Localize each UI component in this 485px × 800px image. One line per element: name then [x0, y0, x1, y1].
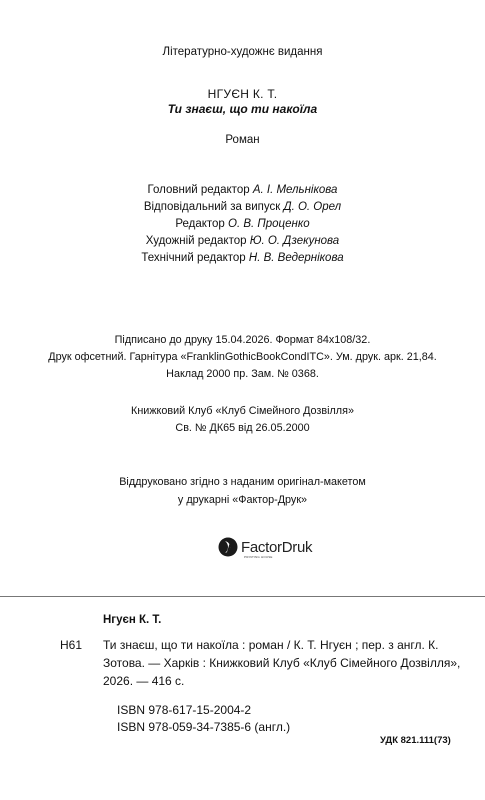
printed-by-line: у друкарні «Фактор-Друк» [177, 494, 308, 506]
print-info-line: Наклад 2000 пр. Зам. № 0368. [166, 368, 319, 380]
staff-name: Ю. О. Дзекунова [249, 235, 340, 247]
isbn-line: ISBN 978-059-34-7385-6 (англ.) [117, 720, 291, 734]
staff-role: Технічний редактор [141, 252, 246, 264]
printed-by-line: Віддруковано згідно з наданим оригінал-макетом [119, 476, 366, 488]
print-info-line: Підписано до друку 15.04.2026. Формат 84x108/32. [114, 334, 371, 346]
publisher-info [0, 403, 485, 437]
staff-name: О. В. Проценко [228, 218, 310, 230]
staff-role: Відповідальний за випуск [143, 201, 281, 213]
catalog-author: Нгуєн К. Т. [103, 614, 162, 626]
factor-druk-logo-icon [218, 537, 238, 557]
staff-line [0, 216, 485, 233]
isbn-line: ISBN 978-617-15-2004-2 [117, 703, 252, 717]
logo-wordmark: FactorDruk [241, 538, 313, 556]
staff-role: Редактор [175, 218, 225, 230]
staff-name: Д. О. Орел [283, 201, 342, 213]
staff-name: А. І. Мельнікова [252, 184, 338, 196]
staff-role: Художній редактор [145, 235, 247, 247]
publisher-line: Книжковий Клуб «Клуб Сімейного Дозвілля» [131, 405, 354, 417]
publisher-line: Св. № ДК65 від 26.05.2000 [175, 422, 310, 434]
logo-tagline: PRINTING HOUSE [244, 555, 273, 559]
staff-name: Н. В. Ведернікова [248, 252, 344, 264]
printed-by [0, 473, 485, 509]
print-info [0, 332, 485, 383]
editorial-staff [0, 182, 485, 267]
print-info-line: Друк офсетний. Гарнітура «FranklinGothicBookCondITC». Ум. друк. арк. 21,84. [48, 351, 437, 363]
staff-line [0, 199, 485, 216]
staff-line [0, 182, 485, 199]
udk-code: УДК 821.111(73) [380, 735, 451, 746]
staff-line [0, 250, 485, 267]
staff-line [0, 233, 485, 250]
printer-logo [218, 536, 312, 558]
edition-type: Літературно-художнє видання [162, 46, 323, 58]
book-genre: Роман [225, 134, 260, 146]
book-title: Ти знаєш, що ти накоїла [167, 102, 318, 116]
author-name: НГУЄН К. Т. [207, 87, 278, 101]
catalog-code: Н61 [60, 638, 83, 652]
divider [0, 596, 485, 597]
catalog-description: Ти знаєш, що ти накоїла : роман / К. Т. Нгуєн ; пер. з англ. К. Зотова. — Харків : Книжковий Клуб «Клуб Сімейного Дозвілля», 2026. — 416 с. [103, 638, 461, 688]
staff-role: Головний редактор [147, 184, 250, 196]
isbn-list [117, 702, 290, 736]
